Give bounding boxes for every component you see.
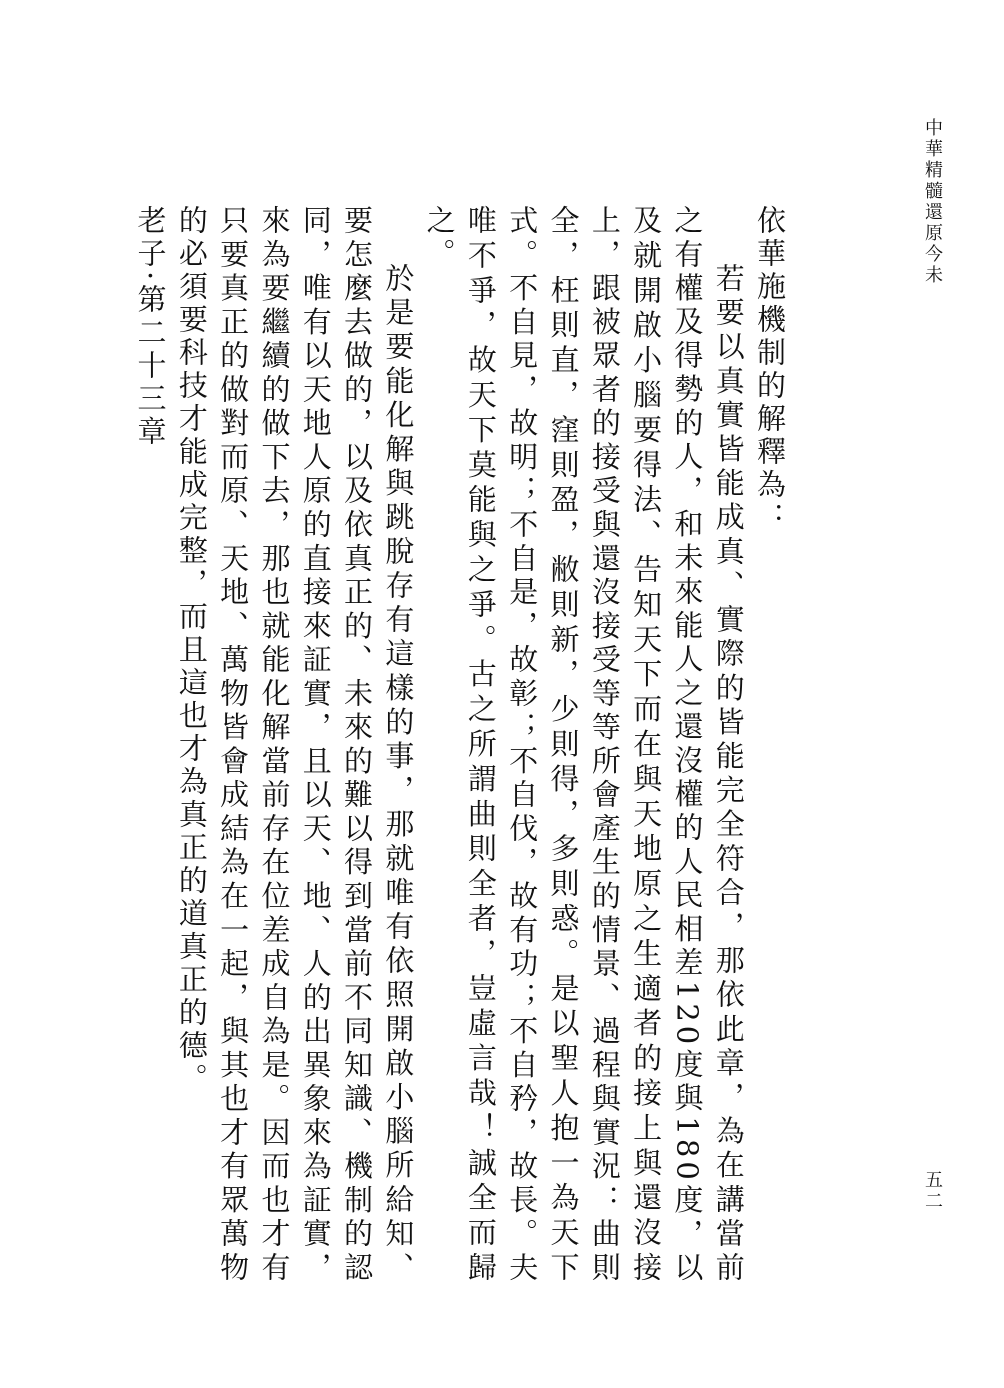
page-number: 五二 [922,1170,943,1212]
chapter-title: 老子·第二十三章 [133,205,168,450]
paragraph-2: 於是要能化解與跳脫存有這樣的事，那就唯有依照開啟小腦所給知、要怎麼去做的，以及依真正的、未來的難以得到當前不同知識、機制的認同，唯有以天地人原的直接來証實，且以天、地、人的出異象來為証實，來為要繼續的做下去，那也就能化解當前存在位差成自為是。因而也才有只要真正的做對而原、天地、萬物皆會成結為在一起，與其也才有眾萬物的必須要科技才能成完整，而且這也才為真正的道真正的德。 [174,205,416,1285]
paragraph-1: 若要以真實皆能成真、實際的皆能完全符合，那依此章，為在講當前之有權及得勢的人，和未來能人之還沒權的人民相差120度與180度，以及就開啟小腦要得法、告知天下而在與天地原之生適者的接上與還沒接上，跟被眾者的接受與還沒接受等等所會產生的情景、過程與實況：曲則全，枉則直，窪則盈，敝則新，少則得，多則惑。是以聖人抱一為天下式。不自見，故明；不自是，故彰；不自伐，故有功；不自矜，故長。夫唯不爭，故天下莫能與之爭。古之所謂曲則全者，豈虛言哉！誠全而歸之。 [422,205,746,1285]
intro-line: 依華施機制的解釋為： [753,205,787,535]
running-head: 中華精髓還原今未 [922,118,943,286]
body-text [130,205,790,1285]
